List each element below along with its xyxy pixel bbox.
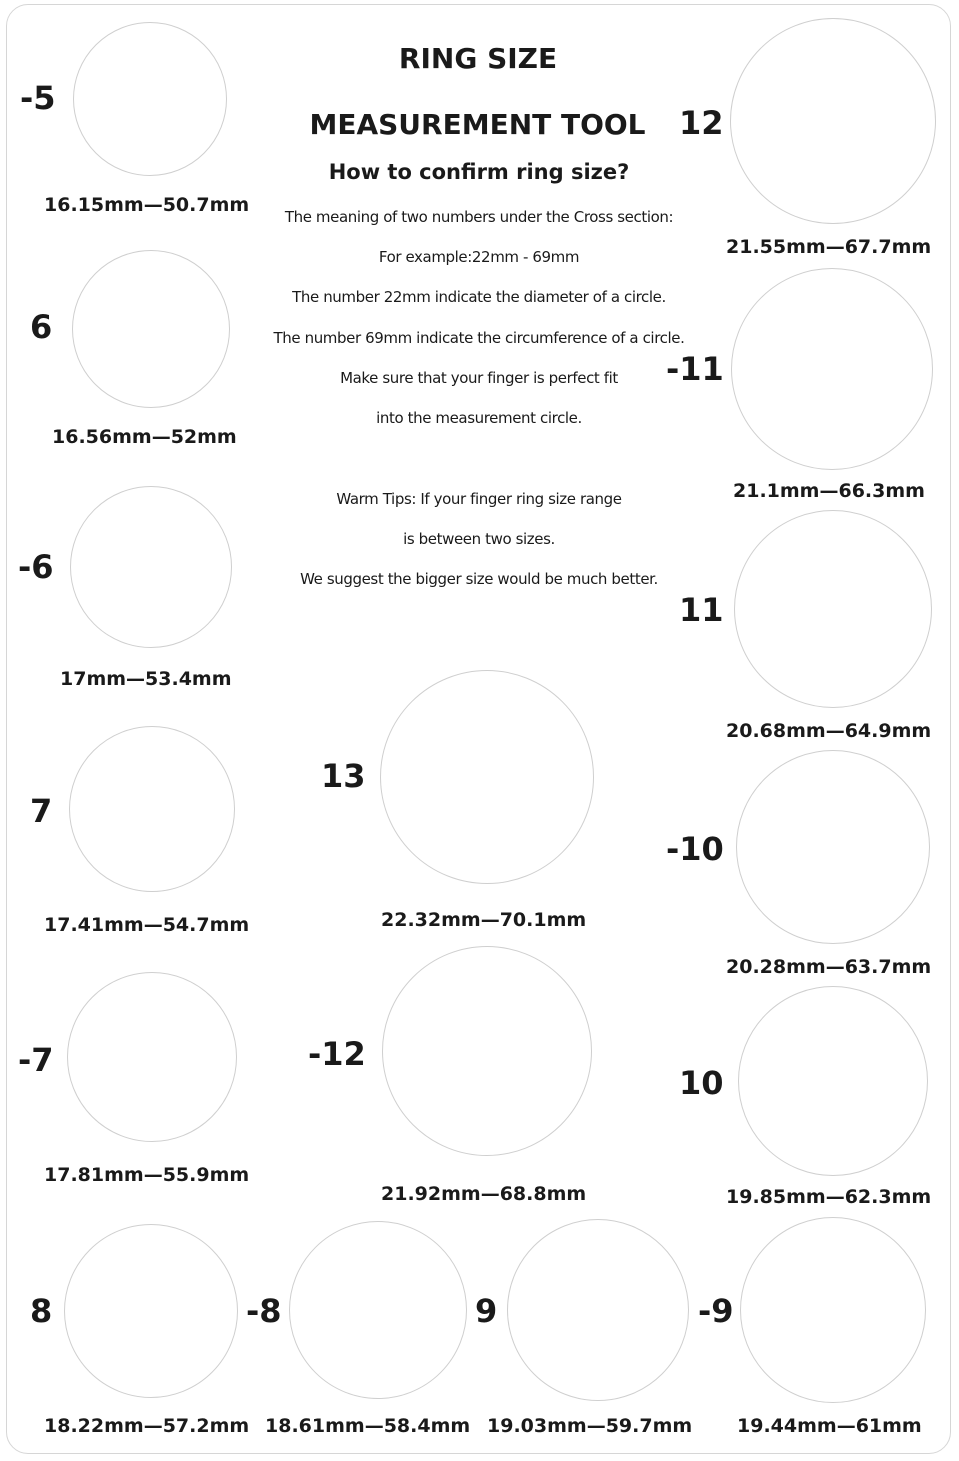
size-circle	[734, 510, 932, 708]
size-measurement: 17.41mm—54.7mm	[44, 914, 250, 936]
size-label: -8	[246, 1292, 282, 1330]
size-circle	[73, 22, 227, 176]
instruction-line-5: Make sure that your finger is perfect fit	[340, 369, 618, 387]
size-measurement: 17mm—53.4mm	[60, 668, 232, 690]
size-measurement: 21.55mm—67.7mm	[726, 236, 932, 258]
size-label: 6	[30, 308, 53, 346]
instruction-line-2: For example:22mm - 69mm	[378, 248, 580, 266]
size-circle	[507, 1219, 689, 1401]
size-measurement: 17.81mm—55.9mm	[44, 1164, 250, 1186]
size-label: 11	[679, 591, 724, 629]
title-line-2: MEASUREMENT TOOL	[309, 108, 646, 141]
size-measurement: 18.61mm—58.4mm	[265, 1415, 471, 1437]
size-circle	[64, 1224, 238, 1398]
size-label: -7	[18, 1041, 54, 1079]
size-label: -6	[18, 548, 54, 586]
size-label: 9	[475, 1292, 498, 1330]
size-measurement: 20.68mm—64.9mm	[726, 720, 932, 742]
size-circle	[289, 1221, 467, 1399]
tip-line-1: Warm Tips: If your finger ring size range	[336, 490, 622, 508]
instruction-line-4: The number 69mm indicate the circumference of a circle.	[273, 329, 685, 347]
size-measurement: 16.56mm—52mm	[52, 426, 237, 448]
size-measurement: 20.28mm—63.7mm	[726, 956, 932, 978]
tip-line-2: is between two sizes.	[403, 530, 555, 548]
size-measurement: 18.22mm—57.2mm	[44, 1415, 250, 1437]
size-measurement: 21.1mm—66.3mm	[733, 480, 925, 502]
size-measurement: 19.44mm—61mm	[737, 1415, 922, 1437]
title-line-1: RING SIZE	[398, 42, 558, 75]
size-measurement: 16.15mm—50.7mm	[44, 194, 250, 216]
size-circle	[67, 972, 237, 1142]
size-circle	[69, 726, 235, 892]
size-circle	[736, 750, 930, 944]
size-measurement: 21.92mm—68.8mm	[381, 1183, 587, 1205]
size-label: 13	[321, 757, 366, 795]
instruction-line-3: The number 22mm indicate the diameter of a circle.	[292, 288, 666, 306]
size-label: -5	[20, 79, 56, 117]
size-circle	[72, 250, 230, 408]
size-circle	[70, 486, 232, 648]
tip-line-3: We suggest the bigger size would be much better.	[300, 570, 658, 588]
size-label: -10	[666, 830, 724, 868]
question-heading: How to confirm ring size?	[328, 160, 630, 184]
size-measurement: 19.03mm—59.7mm	[487, 1415, 693, 1437]
size-circle	[382, 946, 592, 1156]
size-label: -9	[698, 1292, 734, 1330]
size-circle	[730, 18, 936, 224]
size-label: 8	[30, 1292, 53, 1330]
size-circle	[738, 986, 928, 1176]
size-measurement: 19.85mm—62.3mm	[726, 1186, 932, 1208]
size-circle	[731, 268, 933, 470]
size-circle	[740, 1217, 926, 1403]
size-label: -11	[666, 350, 724, 388]
size-label: 7	[30, 792, 53, 830]
size-label: -12	[308, 1035, 366, 1073]
size-measurement: 22.32mm—70.1mm	[381, 909, 587, 931]
size-circle	[380, 670, 594, 884]
size-label: 12	[679, 104, 724, 142]
instruction-line-1: The meaning of two numbers under the Cross section:	[284, 208, 674, 226]
instruction-line-6: into the measurement circle.	[376, 409, 582, 427]
size-label: 10	[679, 1064, 724, 1102]
